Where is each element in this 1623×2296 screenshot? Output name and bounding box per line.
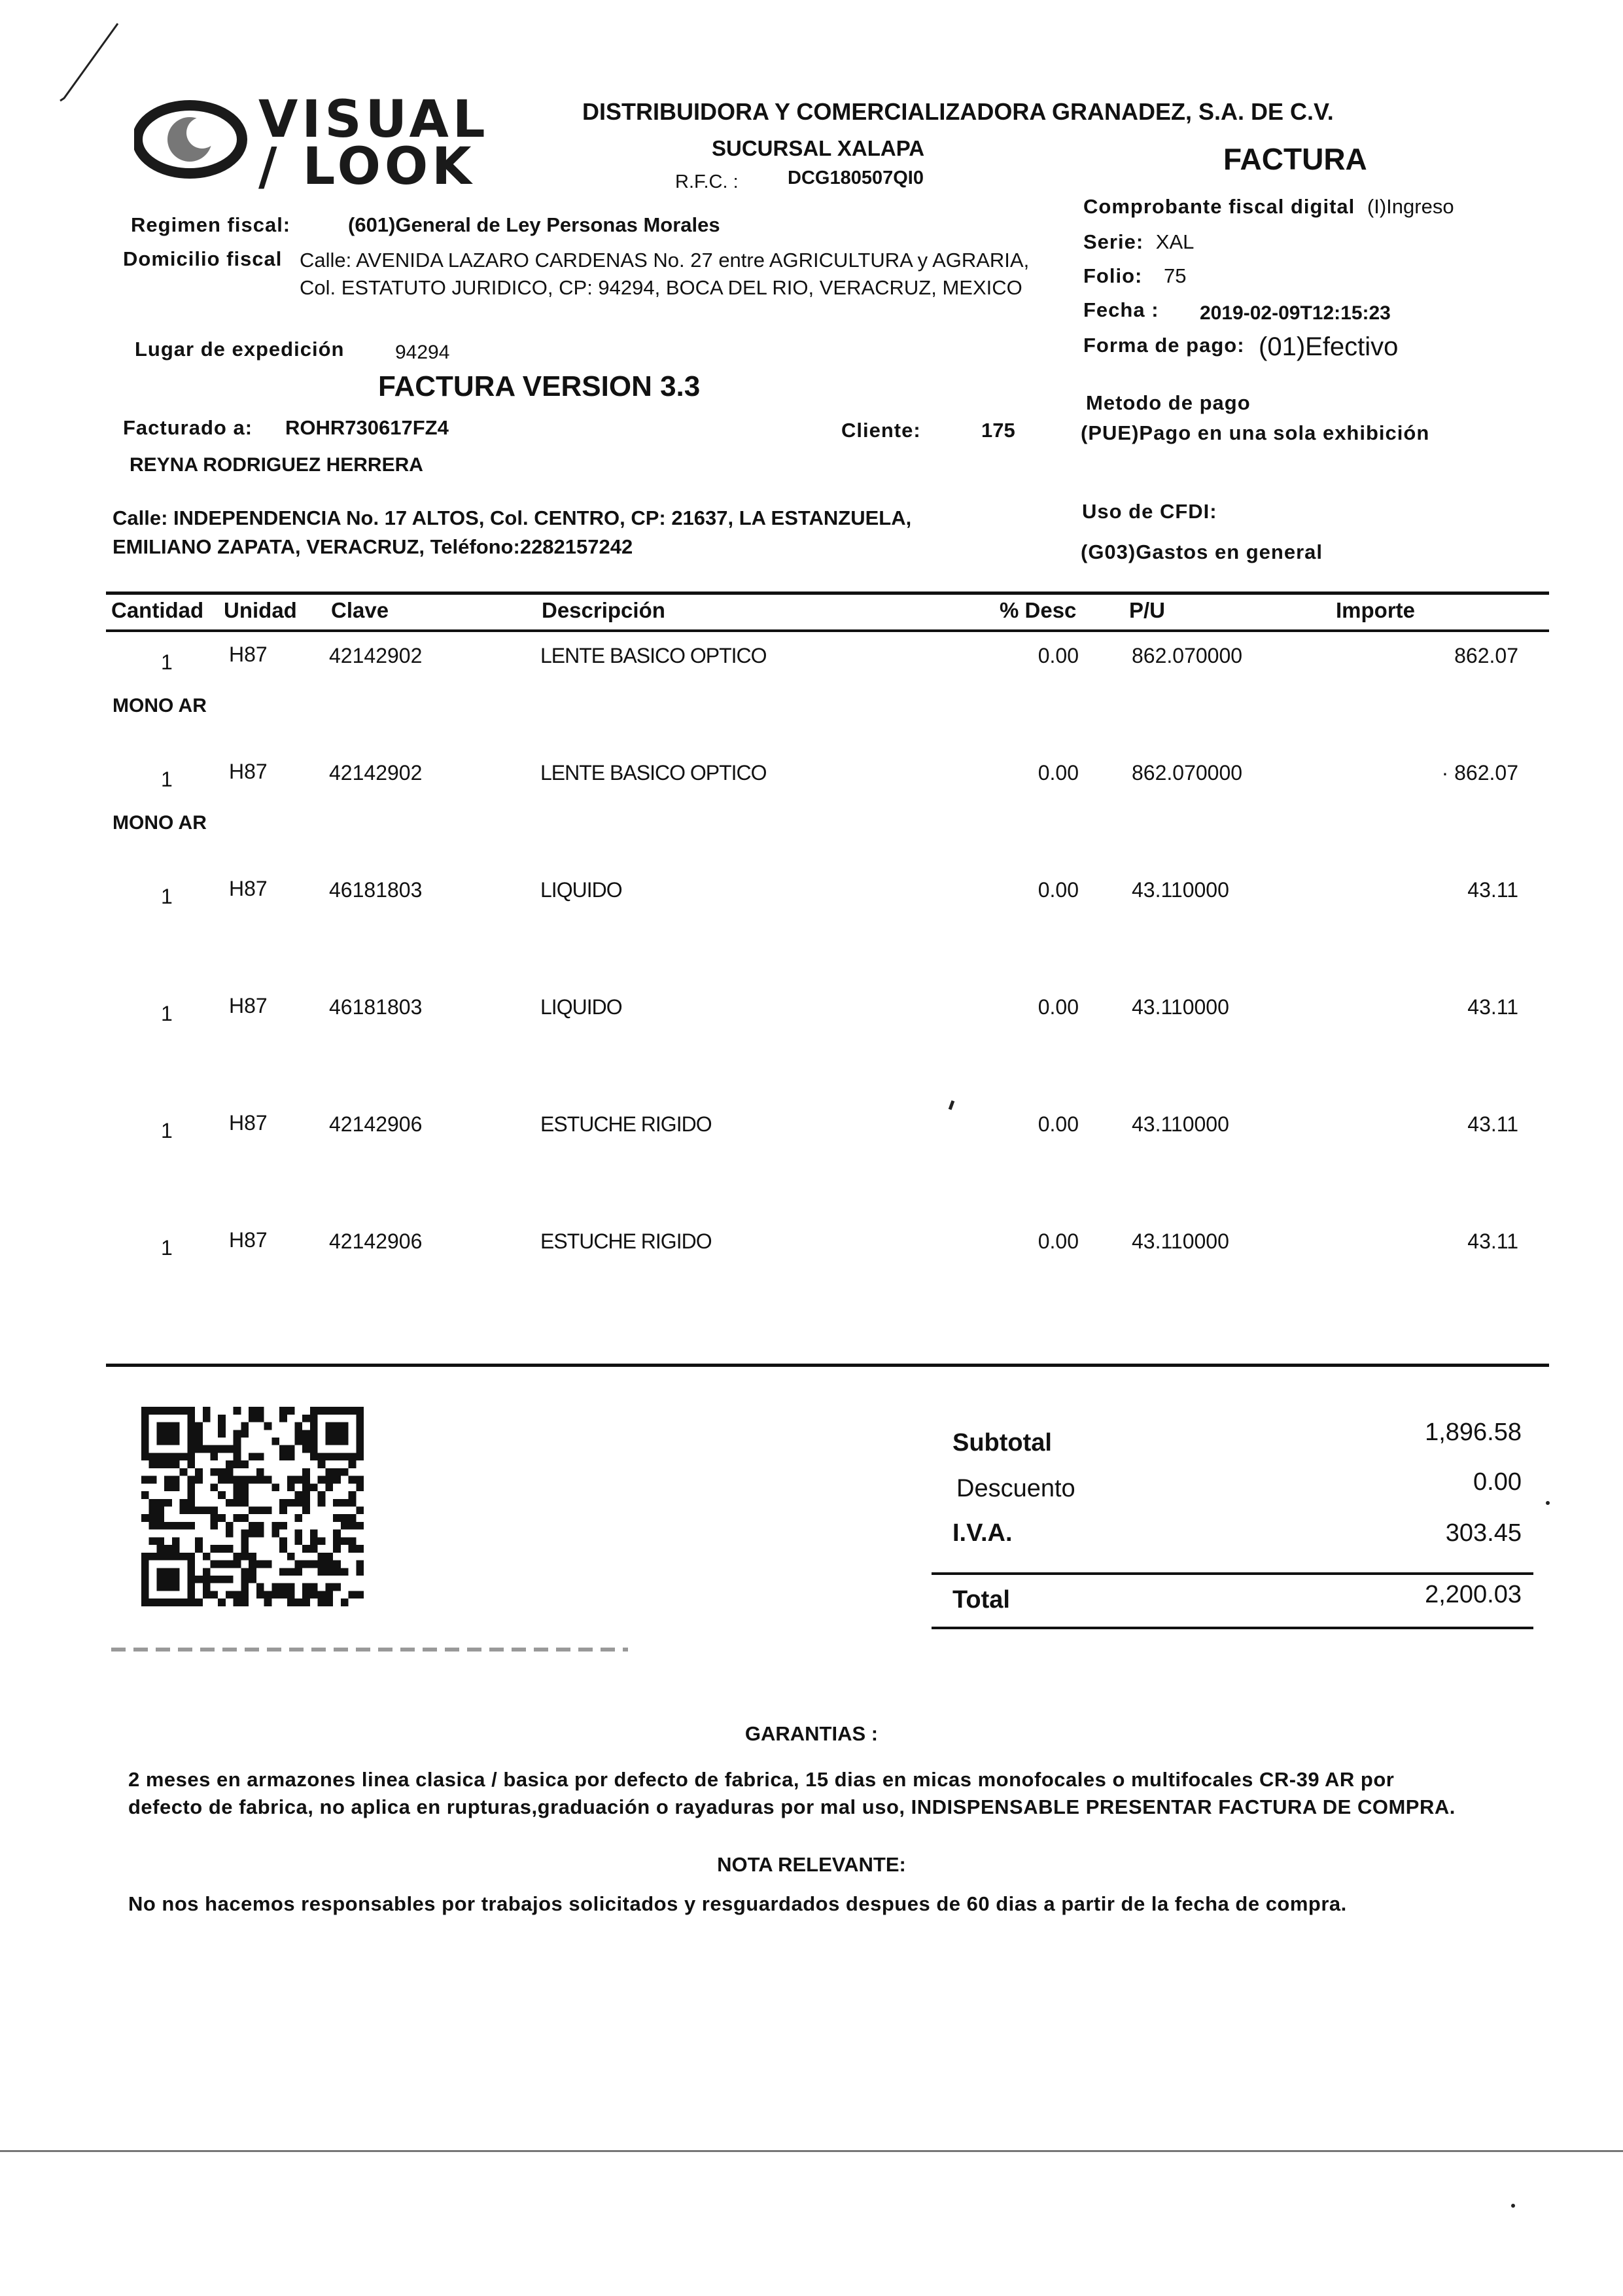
- row-description: ESTUCHE RIGIDO: [540, 1229, 712, 1253]
- table-row: [0, 761, 1623, 800]
- row-discount: 0.00: [1038, 995, 1079, 1019]
- rfc-label: R.F.C. :: [675, 171, 739, 192]
- folio-value: 75: [1163, 264, 1187, 287]
- customer-name: REYNA RODRIGUEZ HERRERA: [130, 454, 423, 476]
- faded-scan-line: [111, 1648, 628, 1651]
- row-clave: 42142906: [329, 1229, 423, 1253]
- row-sub-description: MONO AR: [113, 695, 207, 716]
- scan-speck: [1546, 1501, 1550, 1505]
- row-description: LENTE BASICO OPTICO: [540, 644, 767, 667]
- forma-pago-label: Forma de pago:: [1083, 334, 1245, 357]
- row-amount: 43.11: [1467, 878, 1518, 902]
- domicilio-line-1: Calle: AVENIDA LAZARO CARDENAS No. 27 entre AGRICULTURA y AGRARIA,: [300, 249, 1030, 272]
- garantias-line-2: defecto de fabrica, no aplica en rupturas,graduación o rayaduras por mal uso, INDISPENSABLE PRESENTAR FACTURA DE COMPRA.: [128, 1795, 1456, 1818]
- table-row: [0, 1112, 1623, 1152]
- regimen-label: Regimen fiscal:: [131, 213, 291, 236]
- cliente-label: Cliente:: [841, 419, 921, 442]
- totals-rule-bottom: [932, 1627, 1533, 1629]
- table-row: [0, 995, 1623, 1034]
- totals-rule-top: [932, 1572, 1533, 1575]
- row-description: LIQUIDO: [540, 995, 622, 1019]
- issuer-rfc: DCG180507QI0: [788, 168, 924, 188]
- logo-eye-icon: [134, 97, 252, 182]
- col-header-desc: % Desc: [1000, 598, 1077, 622]
- row-clave: 42142906: [329, 1112, 423, 1136]
- row-unit: H87: [229, 1111, 268, 1135]
- row-amount: 43.11: [1467, 1229, 1518, 1253]
- table-row: [0, 644, 1623, 683]
- row-discount: 0.00: [1038, 761, 1079, 785]
- table-top-rule: [106, 592, 1549, 595]
- row-unit: H87: [229, 877, 268, 900]
- row-unit-price: 862.070000: [1132, 644, 1243, 667]
- col-header-descripcion: Descripción: [542, 598, 665, 622]
- col-header-clave: Clave: [331, 598, 389, 622]
- forma-pago-value: (01)Efectivo: [1259, 332, 1399, 361]
- metodo-pago-value: (PUE)Pago en una sola exhibición: [1081, 421, 1430, 444]
- logo-text-visual: VISUAL: [258, 90, 489, 149]
- row-discount: 0.00: [1038, 644, 1079, 667]
- row-unit: H87: [229, 760, 268, 783]
- fecha-value: 2019-02-09T12:15:23: [1200, 302, 1391, 324]
- serie-label: Serie:: [1083, 230, 1144, 253]
- comprobante-value: (I)Ingreso: [1367, 195, 1454, 218]
- table-bottom-rule: [106, 1364, 1549, 1367]
- row-clave: 42142902: [329, 761, 423, 785]
- doc-title: FACTURA: [1223, 142, 1367, 176]
- col-header-unidad: Unidad: [224, 598, 297, 622]
- descuento-label: Descuento: [956, 1475, 1075, 1502]
- row-amount: 43.11: [1467, 1112, 1518, 1136]
- factura-version-title: FACTURA VERSION 3.3: [378, 370, 701, 402]
- row-qty: 1: [161, 768, 173, 791]
- col-header-importe: Importe: [1336, 598, 1416, 622]
- customer-rfc: ROHR730617FZ4: [285, 416, 449, 439]
- row-amount: 862.07: [1454, 644, 1518, 667]
- scan-edge-line: [0, 2150, 1623, 2152]
- row-discount: 0.00: [1038, 1112, 1079, 1136]
- row-qty: 1: [161, 650, 173, 674]
- row-qty: 1: [161, 1002, 173, 1025]
- col-header-cantidad: Cantidad: [111, 598, 204, 622]
- row-description: ESTUCHE RIGIDO: [540, 1112, 712, 1136]
- fecha-label: Fecha :: [1083, 298, 1159, 321]
- table-row: [0, 1229, 1623, 1269]
- garantias-title: GARANTIAS :: [744, 1722, 879, 1745]
- row-unit-price: 862.070000: [1132, 761, 1243, 785]
- serie-value: XAL: [1155, 230, 1195, 253]
- facturado-label: Facturado a:: [123, 416, 253, 439]
- row-unit: H87: [229, 643, 268, 666]
- customer-address-line-1: Calle: INDEPENDENCIA No. 17 ALTOS, Col. CENTRO, CP: 21637, LA ESTANZUELA,: [113, 506, 912, 529]
- total-value: 2,200.03: [1425, 1581, 1522, 1608]
- row-clave: 42142902: [329, 644, 423, 667]
- row-unit-price: 43.110000: [1132, 878, 1229, 902]
- row-description: LENTE BASICO OPTICO: [540, 761, 767, 785]
- row-unit: H87: [229, 1228, 268, 1252]
- regimen-value: (601)General de Ley Personas Morales: [348, 213, 720, 236]
- row-clave: 46181803: [329, 995, 423, 1019]
- row-unit: H87: [229, 994, 268, 1017]
- domicilio-label: Domicilio fiscal: [123, 247, 283, 270]
- metodo-pago-label: Metodo de pago: [1086, 391, 1251, 414]
- customer-address-line-2: EMILIANO ZAPATA, VERACRUZ, Teléfono:2282157242: [113, 535, 633, 558]
- domicilio-line-2: Col. ESTATUTO JURIDICO, CP: 94294, BOCA DEL RIO, VERACRUZ, MEXICO: [300, 276, 1022, 299]
- row-discount: 0.00: [1038, 1229, 1079, 1253]
- row-discount: 0.00: [1038, 878, 1079, 902]
- branch-name: SUCURSAL XALAPA: [712, 136, 925, 160]
- iva-value: 303.45: [1445, 1519, 1522, 1547]
- row-qty: 1: [161, 885, 173, 908]
- uso-cfdi-label: Uso de CFDI:: [1082, 500, 1217, 523]
- folio-label: Folio:: [1083, 264, 1143, 287]
- col-header-pu: P/U: [1129, 598, 1166, 622]
- lugar-expedicion-label: Lugar de expedición: [135, 338, 345, 361]
- row-qty: 1: [161, 1236, 173, 1260]
- uso-cfdi-value: (G03)Gastos en general: [1081, 540, 1323, 563]
- row-amount: · 862.07: [1441, 761, 1518, 785]
- row-unit-price: 43.110000: [1132, 995, 1229, 1019]
- descuento-value: 0.00: [1473, 1468, 1522, 1496]
- nota-relevante-title: NOTA RELEVANTE:: [717, 1853, 906, 1876]
- row-sub-description: MONO AR: [113, 812, 207, 834]
- table-row: [0, 878, 1623, 917]
- row-clave: 46181803: [329, 878, 423, 902]
- company-logo: [134, 90, 489, 196]
- row-description: LIQUIDO: [540, 878, 622, 902]
- subtotal-label: Subtotal: [952, 1429, 1052, 1457]
- table-header-rule: [106, 629, 1549, 632]
- lugar-expedicion-value: 94294: [395, 342, 450, 363]
- total-label: Total: [952, 1586, 1010, 1614]
- nota-relevante-text: No nos hacemos responsables por trabajos solicitados y resguardados despues de 60 dias a partir de la fecha de compra.: [128, 1892, 1347, 1915]
- scan-speck: [1511, 2204, 1515, 2208]
- garantias-line-1: 2 meses en armazones linea clasica / basica por defecto de fabrica, 15 dias en micas monofocales o multifocales CR-39 AR por: [128, 1768, 1395, 1791]
- subtotal-value: 1,896.58: [1425, 1419, 1522, 1446]
- pen-stroke-mark: [58, 20, 123, 105]
- row-unit-price: 43.110000: [1132, 1112, 1229, 1136]
- cliente-number: 175: [981, 419, 1015, 442]
- row-qty: 1: [161, 1119, 173, 1142]
- iva-label: I.V.A.: [952, 1519, 1013, 1547]
- qr-code: [141, 1407, 364, 1606]
- row-amount: 43.11: [1467, 995, 1518, 1019]
- comprobante-label: Comprobante fiscal digital: [1083, 195, 1355, 218]
- scan-speck: [949, 1101, 954, 1110]
- logo-text-look: / LOOK: [258, 137, 476, 196]
- company-name: DISTRIBUIDORA Y COMERCIALIZADORA GRANADEZ, S.A. DE C.V.: [582, 98, 1334, 125]
- row-unit-price: 43.110000: [1132, 1229, 1229, 1253]
